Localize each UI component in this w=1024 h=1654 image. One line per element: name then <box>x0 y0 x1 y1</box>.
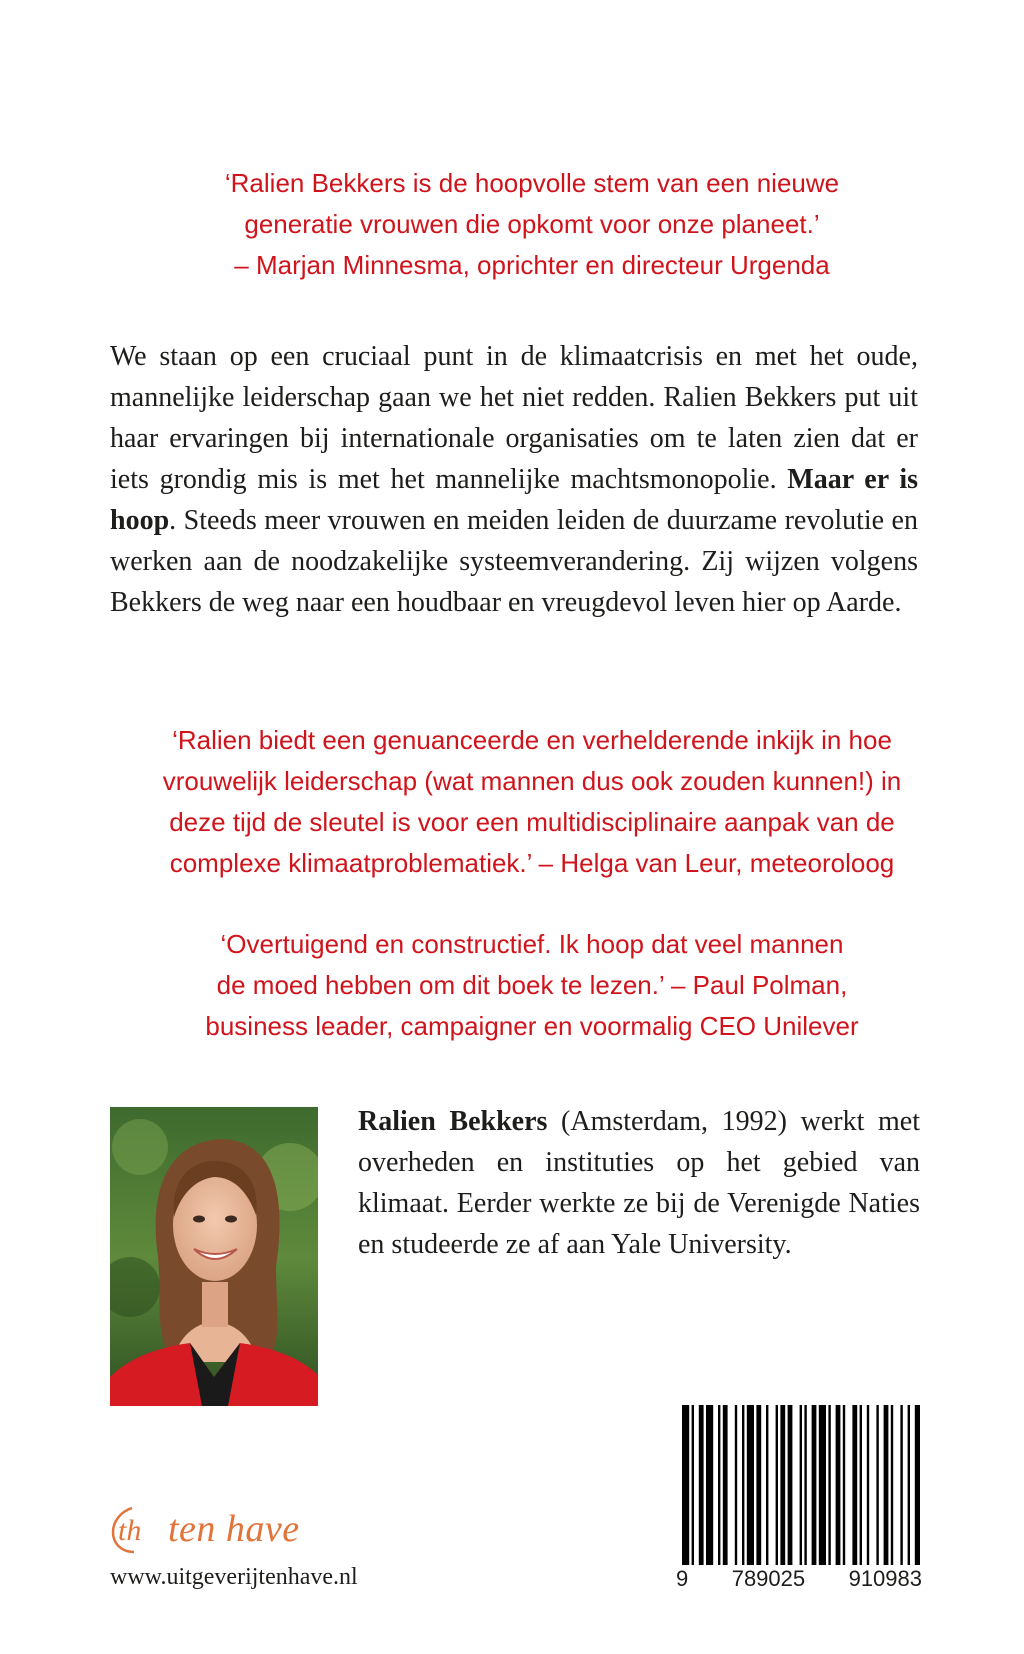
barcode-bar <box>836 1405 841 1565</box>
quote-helga-van-leur <box>110 720 954 884</box>
quote-line: business leader, campaigner en voormalig CEO Unilever <box>205 1011 859 1041</box>
barcode-bar <box>812 1405 817 1565</box>
barcode-bar <box>828 1405 830 1565</box>
barcode-bar <box>682 1405 689 1565</box>
barcode-bar <box>735 1405 737 1565</box>
quote-line: generatie vrouwen die opkomt voor onze planeet.’ <box>244 209 820 239</box>
isbn-prefix: 9 <box>676 1566 689 1591</box>
author-photo <box>110 1107 318 1406</box>
barcode-bar <box>706 1405 713 1565</box>
barcode-bar <box>776 1405 778 1565</box>
quote-attribution: – Marjan Minnesma, oprichter en directeur Urgenda <box>234 250 830 280</box>
quote-paul-polman <box>150 924 914 1047</box>
barcode-bar <box>800 1405 802 1565</box>
barcode-bar <box>915 1405 920 1565</box>
author-bio <box>358 1101 920 1265</box>
quote-line: ‘Ralien biedt een genuanceerde en verhelderende inkijk in hoe <box>172 725 892 755</box>
barcode-bar <box>867 1405 869 1565</box>
barcode-bar <box>908 1405 910 1565</box>
blurb-intro: We staan op een cruciaal punt in de klimaatcrisis en met het oude, mannelijke leiderschap gaan we het niet redden. Ralien Bekkers put uit haar ervaringen bij internationale organisaties om te laten zien dat er iets grondig mis is met het mannelijke machtsmonopolie. <box>110 341 918 495</box>
logo-mark-text: th <box>118 1514 142 1547</box>
publisher-logo <box>110 1502 300 1556</box>
barcode-bar <box>891 1405 893 1565</box>
barcode-bar <box>718 1405 720 1565</box>
barcode-bar <box>766 1405 768 1565</box>
blurb-emphasis: Maar er is hoop <box>110 464 919 536</box>
publisher-url: www.uitgeverijtenhave.nl <box>110 1564 358 1590</box>
quote-line: de moed hebben om dit boek te lezen.’ – Paul Polman, <box>216 970 848 1000</box>
th-logo-icon <box>110 1502 160 1556</box>
barcode-bar <box>756 1405 761 1565</box>
barcode-bar <box>860 1405 862 1565</box>
quote-line: vrouwelijk leiderschap (wat mannen dus ook zouden kunnen!) in <box>162 766 902 796</box>
blurb-rest: . Steeds meer vrouwen en meiden leiden de duurzame revolutie en werken aan de noodzakelijke systeemverandering. Zij wijzen volgens Bekkers de weg naar een houdbaar en vreugdevol leven hier op Aarde. <box>110 505 918 618</box>
quote-line: complexe klimaatproblematiek.’ – Helga van Leur, meteoroloog <box>169 848 895 878</box>
barcode-bar <box>788 1405 793 1565</box>
barcode-bar <box>747 1405 754 1565</box>
barcode-bar <box>692 1405 694 1565</box>
quote-urgenda <box>150 163 914 286</box>
isbn-number <box>676 1566 922 1592</box>
publisher-name: ten have <box>168 1508 300 1550</box>
barcode-bar <box>852 1405 857 1565</box>
barcode-bar <box>699 1405 704 1565</box>
barcode-bar <box>876 1405 878 1565</box>
barcode-bar <box>780 1405 785 1565</box>
barcode-bar <box>843 1405 845 1565</box>
author-name: Ralien Bekkers <box>358 1106 548 1137</box>
barcode-bar <box>900 1405 902 1565</box>
barcode-bar <box>884 1405 889 1565</box>
quote-line: ‘Ralien Bekkers is de hoopvolle stem van een nieuwe <box>224 168 840 198</box>
isbn-right-group: 910983 <box>848 1566 922 1591</box>
author-bio-text: (Amsterdam, 1992) werkt met overheden en instituties op het gebied van klimaat. Eerder werkte ze bij de Verenigde Naties en studeerde ze af aan Yale University. <box>358 1106 920 1260</box>
quote-line: deze tijd de sleutel is voor een multidisciplinaire aanpak van de <box>169 807 895 837</box>
quote-line: ‘Overtuigend en constructief. Ik hoop dat veel mannen <box>220 929 844 959</box>
barcode-bar <box>723 1405 728 1565</box>
barcode-bar <box>819 1405 826 1565</box>
isbn-left-group: 789025 <box>731 1566 806 1591</box>
blurb-paragraph <box>110 336 918 623</box>
barcode-bar <box>804 1405 806 1565</box>
barcode-bar <box>742 1405 744 1565</box>
